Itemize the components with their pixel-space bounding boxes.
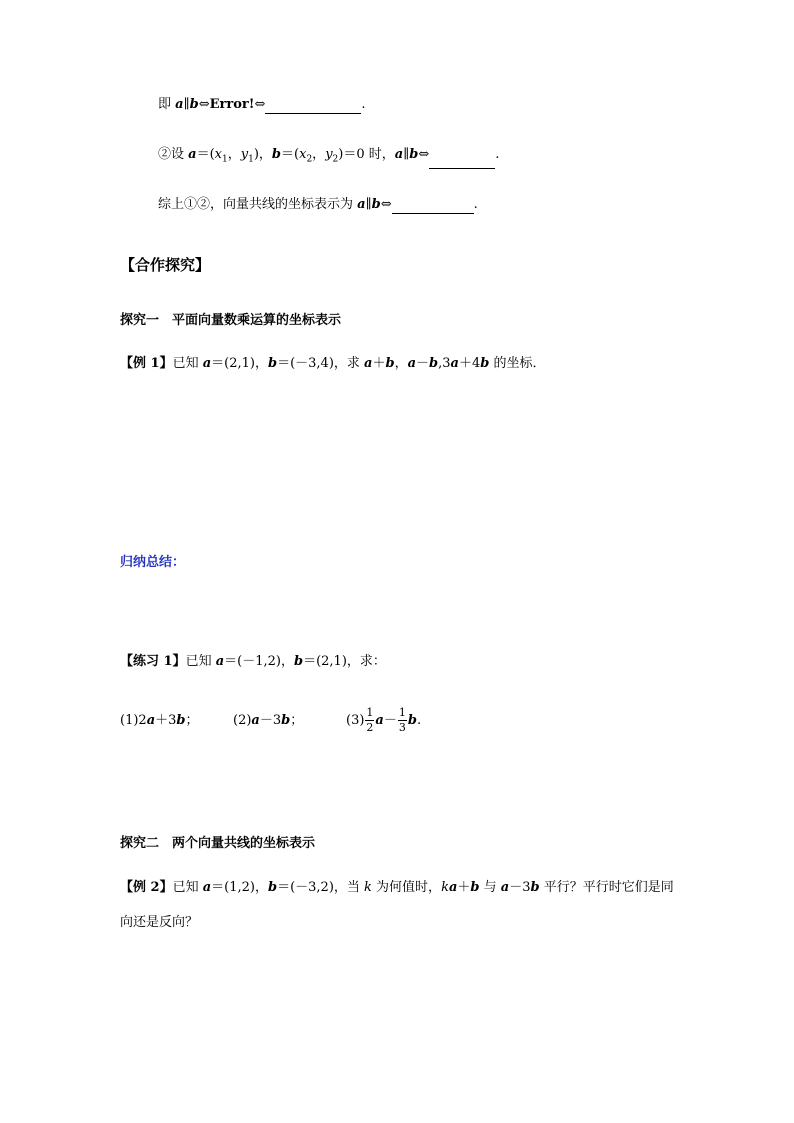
text-comma: ，: [312, 147, 326, 162]
operator: －: [383, 713, 397, 728]
fraction-one-half: [365, 706, 374, 735]
var-y: y: [240, 147, 249, 162]
fraction-numerator: 1: [366, 706, 374, 719]
vector-a: a: [202, 356, 212, 371]
fraction-numerator: 1: [398, 706, 406, 719]
operator: ＋3: [155, 713, 177, 728]
text: .: [416, 713, 422, 728]
vector-b: b: [271, 147, 282, 162]
text: 已知: [185, 654, 216, 669]
vector-a: a: [188, 147, 197, 162]
example-two: [120, 879, 674, 897]
text-close: )，: [253, 147, 272, 162]
text-prefix: 即: [158, 97, 176, 112]
text: ＝(－1,2)，: [224, 654, 294, 669]
fraction-one-third: [398, 706, 407, 735]
text-close: )＝0 时，: [338, 147, 395, 162]
subscript: 2: [306, 154, 313, 165]
period: .: [361, 97, 366, 112]
practice-item-1: [120, 712, 199, 730]
vector-a: a: [375, 713, 384, 728]
vector-a: a: [364, 356, 373, 371]
vector-a: a: [146, 713, 156, 728]
subscript: 2: [332, 154, 339, 165]
operator: －3: [509, 880, 531, 895]
answer-blank-3[interactable]: [392, 199, 474, 214]
fraction-denominator: 2: [366, 721, 374, 734]
vector-b: b: [530, 880, 540, 895]
summary-line: [158, 196, 478, 214]
period: .: [495, 147, 500, 162]
parallel-symbol: ∥: [365, 197, 372, 212]
practice-tag: 【练习 1】: [120, 654, 186, 669]
text: ,3: [438, 356, 451, 371]
vector-b: b: [371, 197, 381, 212]
example-two-continued: 向还是反向？: [120, 915, 199, 930]
text: ；: [185, 713, 199, 728]
summary-text: 综上①②，向量共线的坐标表示为: [158, 197, 358, 212]
explore-one-heading: 探究一 平面向量数乘运算的坐标表示: [120, 313, 342, 328]
practice-item-3: [346, 702, 421, 740]
subscript: 1: [248, 154, 254, 165]
case-two-line: [158, 146, 499, 169]
example-tag: 【例 2】: [120, 880, 173, 895]
vector-b: b: [281, 713, 291, 728]
vector-a: a: [251, 713, 260, 728]
text: ＝(－3,4)，求: [277, 356, 365, 371]
vector-b: b: [267, 356, 278, 371]
practice-item-2: [233, 712, 303, 730]
text-eq: ＝(: [196, 147, 215, 162]
var-x: x: [214, 147, 222, 162]
subscript: 1: [222, 154, 228, 165]
vector-b: b: [267, 880, 278, 895]
text: (3): [346, 713, 365, 728]
var-k: k: [441, 880, 449, 895]
vector-b: b: [480, 356, 490, 371]
var-k: k: [364, 880, 372, 895]
case-marker: ②设: [158, 147, 189, 162]
vector-a: a: [394, 147, 404, 162]
vector-b: b: [429, 356, 439, 371]
text: (2): [233, 713, 252, 728]
explore-two-heading: 探究二 两个向量共线的坐标表示: [120, 836, 316, 851]
vector-a: a: [202, 880, 212, 895]
vector-b: b: [189, 97, 199, 112]
operator: －3: [259, 713, 282, 728]
text: ＝(－3,2)，当: [277, 880, 365, 895]
text: 已知: [172, 356, 203, 371]
text: ；: [290, 713, 304, 728]
example-one: [120, 355, 546, 373]
vector-b: b: [409, 147, 419, 162]
period: .: [473, 197, 478, 212]
text: ＝(2,1)，: [211, 356, 268, 371]
parallel-symbol: ∥: [183, 97, 190, 112]
error-text: Error!: [209, 97, 255, 112]
text: 平行？平行时它们是同: [539, 880, 674, 895]
fraction-denominator: 3: [398, 721, 406, 734]
text-comma: ，: [227, 147, 241, 162]
text: ，: [394, 356, 408, 371]
operator: ＋: [372, 356, 386, 371]
vector-a: a: [500, 880, 510, 895]
text: 的坐标．: [489, 356, 546, 371]
var-y: y: [325, 147, 333, 162]
iff-symbol: ⇔: [198, 97, 210, 112]
iff-symbol-2: ⇔: [254, 97, 266, 112]
section-heading: 【合作探究】: [120, 256, 211, 274]
vector-b: b: [176, 713, 186, 728]
text: 已知: [172, 880, 203, 895]
vector-a: a: [215, 654, 225, 669]
text: ＝(2,1)，求：: [303, 654, 386, 669]
operator: ＋: [457, 880, 471, 895]
text: 与: [479, 880, 501, 895]
parallel-symbol: ∥: [403, 147, 410, 162]
vector-a: a: [175, 97, 184, 112]
text-eq: ＝(: [281, 147, 300, 162]
text: (1)2: [120, 713, 147, 728]
vector-a: a: [357, 197, 366, 212]
text: ＝(1,2)，: [211, 880, 268, 895]
vector-b: b: [407, 713, 417, 728]
iff-symbol: ⇔: [418, 147, 430, 162]
vector-b: b: [385, 356, 395, 371]
answer-blank-2[interactable]: [429, 154, 495, 169]
iff-symbol: ⇔: [380, 197, 392, 212]
vector-a: a: [450, 356, 459, 371]
example-tag: 【例 1】: [120, 356, 173, 371]
iff-condition-line: [158, 96, 365, 114]
operator: －: [416, 356, 430, 371]
text: 为何值时，: [371, 880, 442, 895]
var-x: x: [299, 147, 307, 162]
summary-label: 归纳总结：: [120, 555, 186, 570]
practice-one: [120, 653, 386, 671]
vector-b: b: [293, 654, 304, 669]
vector-a: a: [407, 356, 417, 371]
answer-blank-1[interactable]: [265, 99, 361, 114]
vector-b: b: [470, 880, 480, 895]
operator: ＋4: [458, 356, 481, 371]
vector-a: a: [448, 880, 458, 895]
